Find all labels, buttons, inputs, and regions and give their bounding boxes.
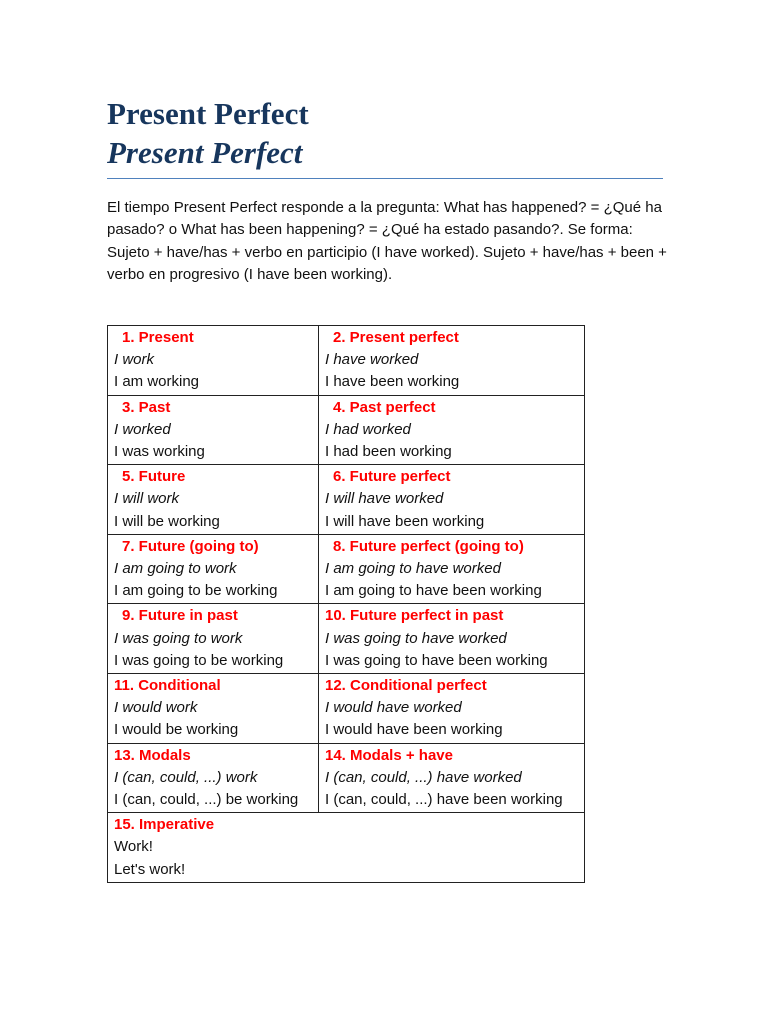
tense-simple-form: I (can, could, ...) have worked: [325, 768, 522, 786]
tense-simple-form: I have worked: [325, 351, 419, 369]
tense-heading: 9. Future in past: [122, 607, 238, 625]
title-block: [107, 94, 663, 179]
tense-heading: 6. Future perfect: [333, 468, 451, 486]
tense-heading: 12. Conditional perfect: [325, 677, 487, 695]
table-cell: [108, 674, 319, 744]
tense-progressive-form: I am going to have been working: [325, 582, 542, 600]
tense-heading: 3. Past: [122, 398, 171, 416]
tense-progressive-form: I would have been working: [325, 721, 503, 739]
page-subtitle: Present Perfect: [107, 135, 303, 170]
tense-simple-form: I work: [114, 351, 155, 369]
page-title: Present Perfect: [107, 96, 309, 131]
table-cell: [319, 604, 585, 674]
imperative-form: Work!: [114, 838, 153, 856]
tense-progressive-form: I will be working: [114, 512, 220, 530]
table-cell-imperative: [108, 813, 585, 883]
table-row: [108, 604, 585, 674]
table-row: [108, 465, 585, 535]
tense-heading: 10. Future perfect in past: [325, 607, 504, 625]
tense-heading: 4. Past perfect: [333, 398, 436, 416]
table-cell: [108, 604, 319, 674]
tense-simple-form: I will have worked: [325, 490, 444, 508]
tense-heading: 1. Present: [122, 329, 194, 346]
table-cell: [108, 465, 319, 535]
tense-simple-form: I would work: [114, 699, 198, 717]
tense-simple-form: I had worked: [325, 420, 411, 438]
table-cell: [108, 395, 319, 465]
tense-simple-form: I was going to have worked: [325, 629, 507, 647]
tense-heading: 5. Future: [122, 468, 186, 486]
table-row: [108, 813, 585, 883]
tense-simple-form: I am going to work: [114, 560, 237, 578]
tense-progressive-form: I was going to have been working: [325, 651, 548, 669]
tenses-table: [107, 325, 585, 883]
table-cell: [319, 674, 585, 744]
tense-heading: 8. Future perfect (going to): [333, 537, 524, 555]
tense-progressive-form: I was working: [114, 443, 205, 461]
tense-progressive-form: I am working: [114, 373, 200, 391]
tense-progressive-form: I was going to be working: [114, 651, 284, 669]
tense-progressive-form: I have been working: [325, 373, 460, 391]
imperative-form-lets: Let's work!: [114, 860, 186, 878]
tense-progressive-form: I would be working: [114, 721, 239, 739]
tense-simple-form: I would have worked: [325, 699, 462, 717]
table-row: [108, 534, 585, 604]
table-row: [108, 743, 585, 813]
tense-progressive-form: I (can, could, ...) have been working: [325, 791, 563, 809]
tense-heading: 14. Modals + have: [325, 746, 453, 764]
tense-simple-form: I (can, could, ...) work: [114, 768, 258, 786]
tense-progressive-form: I am going to be working: [114, 582, 278, 600]
tense-heading: 13. Modals: [114, 746, 191, 764]
table-cell: [319, 326, 585, 396]
table-cell: [319, 465, 585, 535]
tense-heading: 15. Imperative: [114, 816, 215, 834]
tense-heading: 7. Future (going to): [122, 537, 259, 555]
table-cell: [108, 534, 319, 604]
tense-simple-form: I am going to have worked: [325, 560, 501, 578]
table-row: [108, 674, 585, 744]
tense-progressive-form: I (can, could, ...) be working: [114, 791, 299, 809]
table-row: [108, 326, 585, 396]
table-cell: [319, 395, 585, 465]
table-cell: [319, 743, 585, 813]
table-cell: [108, 743, 319, 813]
tense-simple-form: I was going to work: [114, 629, 243, 647]
tense-simple-form: I will work: [114, 490, 180, 508]
tense-simple-form: I worked: [114, 420, 171, 438]
tense-progressive-form: I had been working: [325, 443, 452, 461]
tense-heading: 2. Present perfect: [333, 329, 459, 346]
table-cell: [319, 534, 585, 604]
tense-progressive-form: I will have been working: [325, 512, 485, 530]
tense-heading: 11. Conditional: [114, 677, 221, 695]
table-row: [108, 395, 585, 465]
intro-paragraph: El tiempo Present Perfect responde a la pregunta: What has happened? = ¿Qué ha pasado? o What has been happening? = ¿Qué ha estado pasando?. Se forma: Sujeto + have/has + verbo en participio (I have worked). Sujeto + have/has + been + verbo en progresivo (I have been working).: [107, 199, 667, 283]
table-cell: [108, 326, 319, 396]
